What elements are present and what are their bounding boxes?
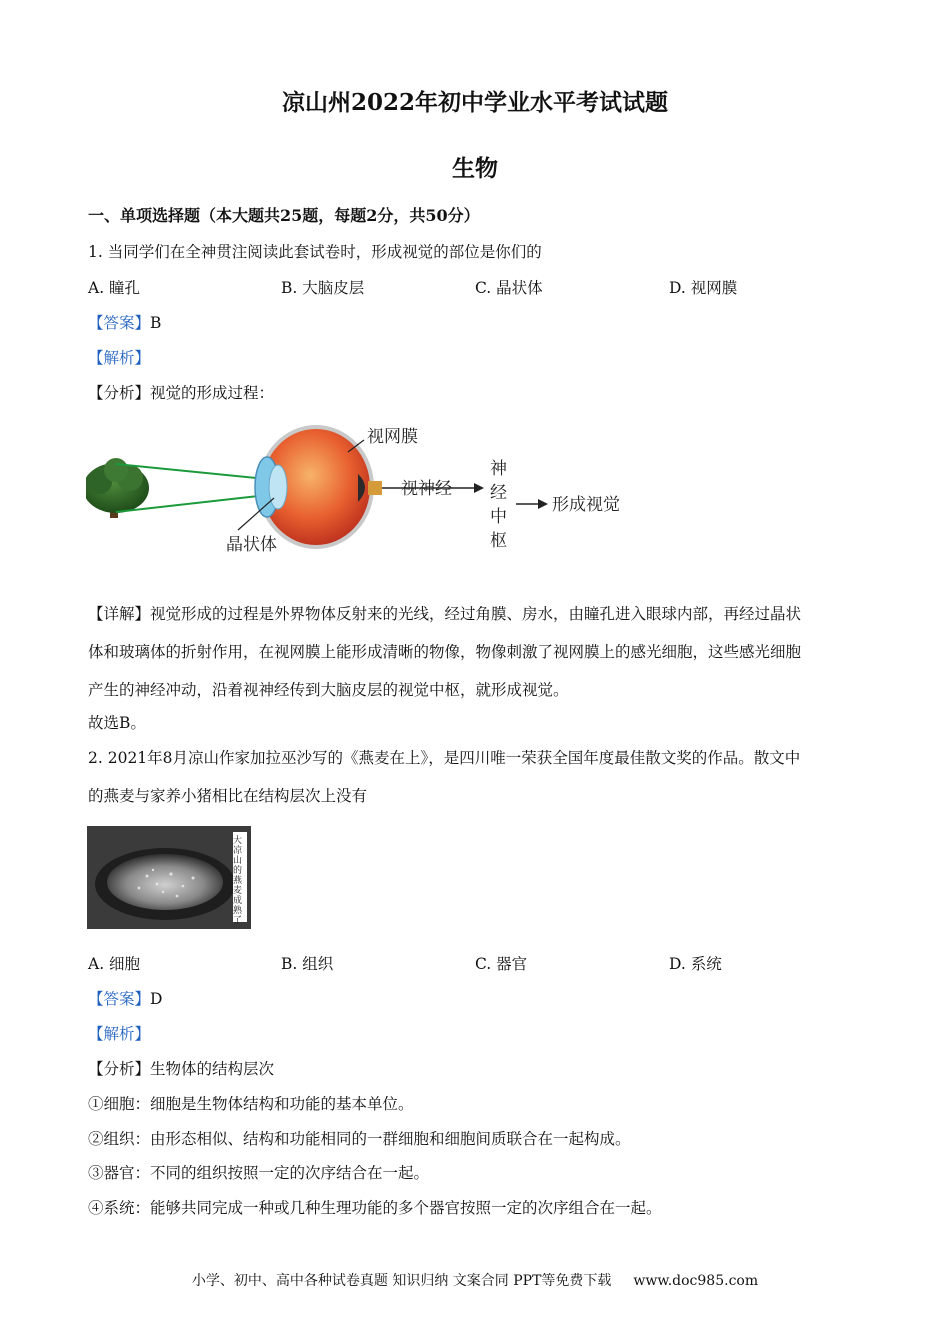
- q1-option-d: D. 视网膜: [669, 279, 738, 297]
- answer-value: B: [150, 314, 162, 332]
- label-center-2: 经: [490, 483, 507, 503]
- result-arrow: [516, 499, 548, 509]
- label-optic-nerve: 视神经: [401, 479, 452, 499]
- q2-fenxi: [88, 1059, 274, 1079]
- q2-option-d: D. 系统: [669, 955, 722, 973]
- label-retina: 视网膜: [367, 427, 418, 447]
- oat-photo-caption: 大凉山的燕麦成熟了: [233, 836, 243, 926]
- fenxi-tag: 【分析】: [88, 384, 151, 402]
- q2-stem-line-2: 的燕麦与家养小猪相比在结构层次上没有: [88, 787, 368, 805]
- footer-url[interactable]: www.doc985.com: [633, 1273, 759, 1289]
- detail-text: 视觉形成的过程是外界物体反射来的光线，经过角膜、房水，由瞳孔进入眼球内部，再经过晶状: [150, 605, 802, 623]
- answer-tag: 【答案】: [88, 990, 151, 1008]
- label-center-3: 中: [490, 507, 507, 527]
- q1-option-a: A. 瞳孔: [88, 279, 141, 297]
- q1-option-c: C. 晶状体: [475, 279, 543, 297]
- footer-text: 小学、初中、高中各种试卷真题 知识归纳 文案合同 PPT等免费下载: [191, 1273, 612, 1289]
- q2-point-2: ②组织：由形态相似、结构和功能相同的一群细胞和细胞间质联合在一起构成。: [88, 1130, 631, 1148]
- q1-stem: 1. 当同学们在全神贯注阅读此套试卷时，形成视觉的部位是你们的: [88, 243, 542, 261]
- q2-point-3: ③器官：不同的组织按照一定的次序结合在一起。: [88, 1164, 430, 1182]
- q2-option-b: B. 组织: [281, 955, 334, 973]
- q2-option-a: A. 细胞: [88, 955, 141, 973]
- exam-title: 凉山州2022年初中学业水平考试试题: [281, 89, 668, 116]
- fenxi-text: 视觉的形成过程：: [150, 384, 275, 402]
- q2-stem-line-1: 2. 2021年8月凉山作家加拉巫沙写的《燕麦在上》，是四川唯一荣获全国年度最佳散文奖的作品。散文中: [88, 749, 801, 767]
- detail-tag: 【详解】: [88, 605, 151, 623]
- subject-title: 生物: [452, 155, 498, 182]
- vision-process-diagram: [86, 412, 646, 562]
- oat-photo: [87, 826, 251, 929]
- label-result: 形成视觉: [552, 495, 620, 515]
- q1-detail-line-1: [88, 604, 801, 624]
- q2-jiexi-tag: 【解析】: [88, 1025, 151, 1043]
- fenxi-tag: 【分析】: [88, 1060, 151, 1078]
- label-lens: 晶状体: [226, 535, 277, 555]
- q2-answer: [88, 989, 162, 1009]
- q1-fenxi: [88, 383, 274, 403]
- q2-option-c: C. 器官: [475, 955, 528, 973]
- q1-conclusion: 故选B。: [88, 714, 146, 732]
- page-footer: [0, 1270, 950, 1290]
- q1-jiexi-tag: 【解析】: [88, 349, 151, 367]
- q1-answer: [88, 313, 161, 333]
- q1-detail-line-2: 体和玻璃体的折射作用，在视网膜上能形成清晰的物像，物像刺激了视网膜上的感光细胞，这些感光细胞: [88, 643, 802, 661]
- answer-value: D: [150, 990, 163, 1008]
- label-center-1: 神: [490, 459, 507, 479]
- q2-point-4: ④系统：能够共同完成一种或几种生理功能的多个器官按照一定的次序组合在一起。: [88, 1199, 662, 1217]
- q2-point-1: ①细胞：细胞是生物体结构和功能的基本单位。: [88, 1095, 414, 1113]
- q1-detail-line-3: 产生的神经冲动，沿着视神经传到大脑皮层的视觉中枢，就形成视觉。: [88, 681, 569, 699]
- eyeball-icon: [255, 427, 382, 547]
- fenxi-text: 生物体的结构层次: [150, 1060, 275, 1078]
- q1-option-b: B. 大脑皮层: [281, 279, 365, 297]
- label-center-4: 枢: [490, 531, 507, 551]
- section-heading: 一、单项选择题（本大题共25题，每题2分，共50分）: [88, 206, 480, 225]
- answer-tag: 【答案】: [88, 314, 151, 332]
